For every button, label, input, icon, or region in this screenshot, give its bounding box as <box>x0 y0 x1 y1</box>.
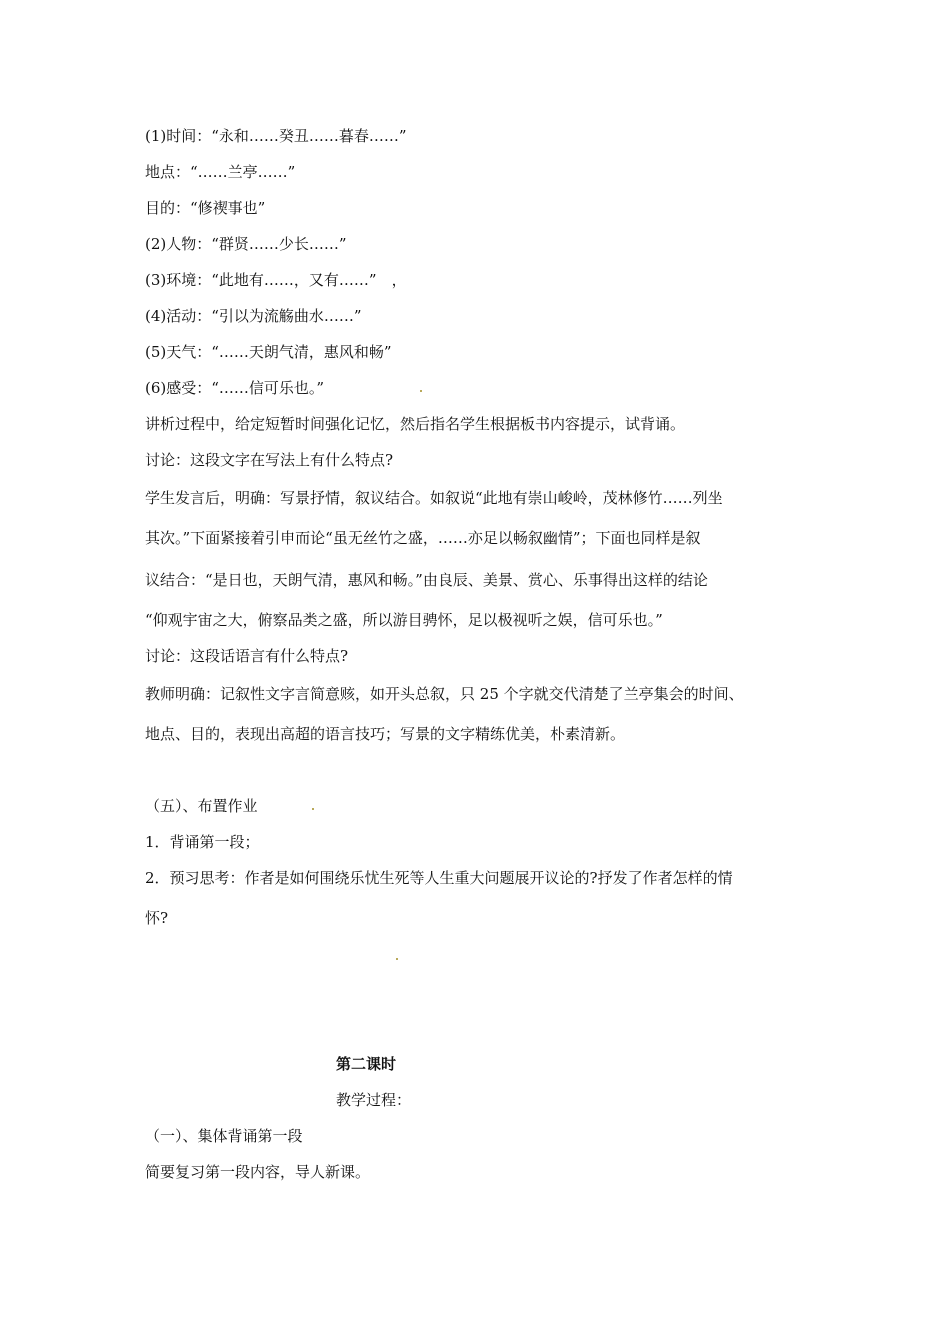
text-line-answer-1c: 议结合：“是日也，天朗气清，惠风和畅。”由良辰、美景、赏心、乐事得出这样的结论 <box>145 571 708 589</box>
section-heading-homework: （五）、布置作业 <box>145 797 258 815</box>
text-line-explanation: 讲析过程中，给定短暂时间强化记忆，然后指名学生根据板书内容提示，试背诵。 <box>145 415 686 433</box>
text-line-answer-2b: 地点、目的，表现出高超的语言技巧；写景的文字精练优美，朴素清新。 <box>145 725 626 743</box>
speck-mark <box>396 958 398 960</box>
speck-mark <box>312 808 314 810</box>
text-line-people: (2)人物：“群贤……少长……” <box>145 235 347 253</box>
text-line-feeling: (6)感受：“……信可乐也。” <box>145 379 325 397</box>
lesson-heading: 第二课时 <box>336 1055 397 1073</box>
speck-mark <box>420 390 422 392</box>
homework-item-1: 1．背诵第一段； <box>145 833 260 851</box>
text-line-place: 地点：“……兰亭……” <box>145 163 296 181</box>
text-line-activity: (4)活动：“引以为流觞曲水……” <box>145 307 362 325</box>
text-line-answer-2a: 教师明确：记叙性文字言简意赅，如开头总叙，只 25 个字就交代清楚了兰亭集会的时间、 <box>145 685 744 703</box>
text-line-time: (1)时间：“永和……癸丑……暮春……” <box>145 127 407 145</box>
text-line-answer-1b: 其次。”下面紧接着引申而论“虽无丝竹之盛，……亦足以畅叙幽情”；下面也同样是叙 <box>145 529 701 547</box>
homework-item-2a: 2．预习思考：作者是如何围绕乐忧生死等人生重大问题展开议论的?抒发了作者怎样的情 <box>145 869 733 887</box>
text-line-answer-1d: “仰观宇宙之大，俯察品类之盛，所以游目骋怀，足以极视听之娱，信可乐也。” <box>145 611 663 629</box>
text-line-purpose: 目的：“修禊事也” <box>145 199 266 217</box>
lesson-item-2: 简要复习第一段内容，导人新课。 <box>145 1163 371 1181</box>
homework-item-2b: 怀? <box>145 909 169 927</box>
text-line-answer-1a: 学生发言后，明确：写景抒情，叙议结合。如叙说“此地有崇山峻岭，茂林修竹……列坐 <box>145 489 723 507</box>
text-line-discussion-2: 讨论：这段话语言有什么特点? <box>145 647 349 665</box>
text-line-environment: (3)环境：“此地有……，又有……” ， <box>145 271 407 289</box>
lesson-subheading: 教学过程： <box>336 1091 412 1109</box>
lesson-item-1: （一）、集体背诵第一段 <box>145 1127 303 1145</box>
text-line-discussion-1: 讨论：这段文字在写法上有什么特点? <box>145 451 394 469</box>
text-line-weather: (5)天气：“……天朗气清，惠风和畅” <box>145 343 392 361</box>
